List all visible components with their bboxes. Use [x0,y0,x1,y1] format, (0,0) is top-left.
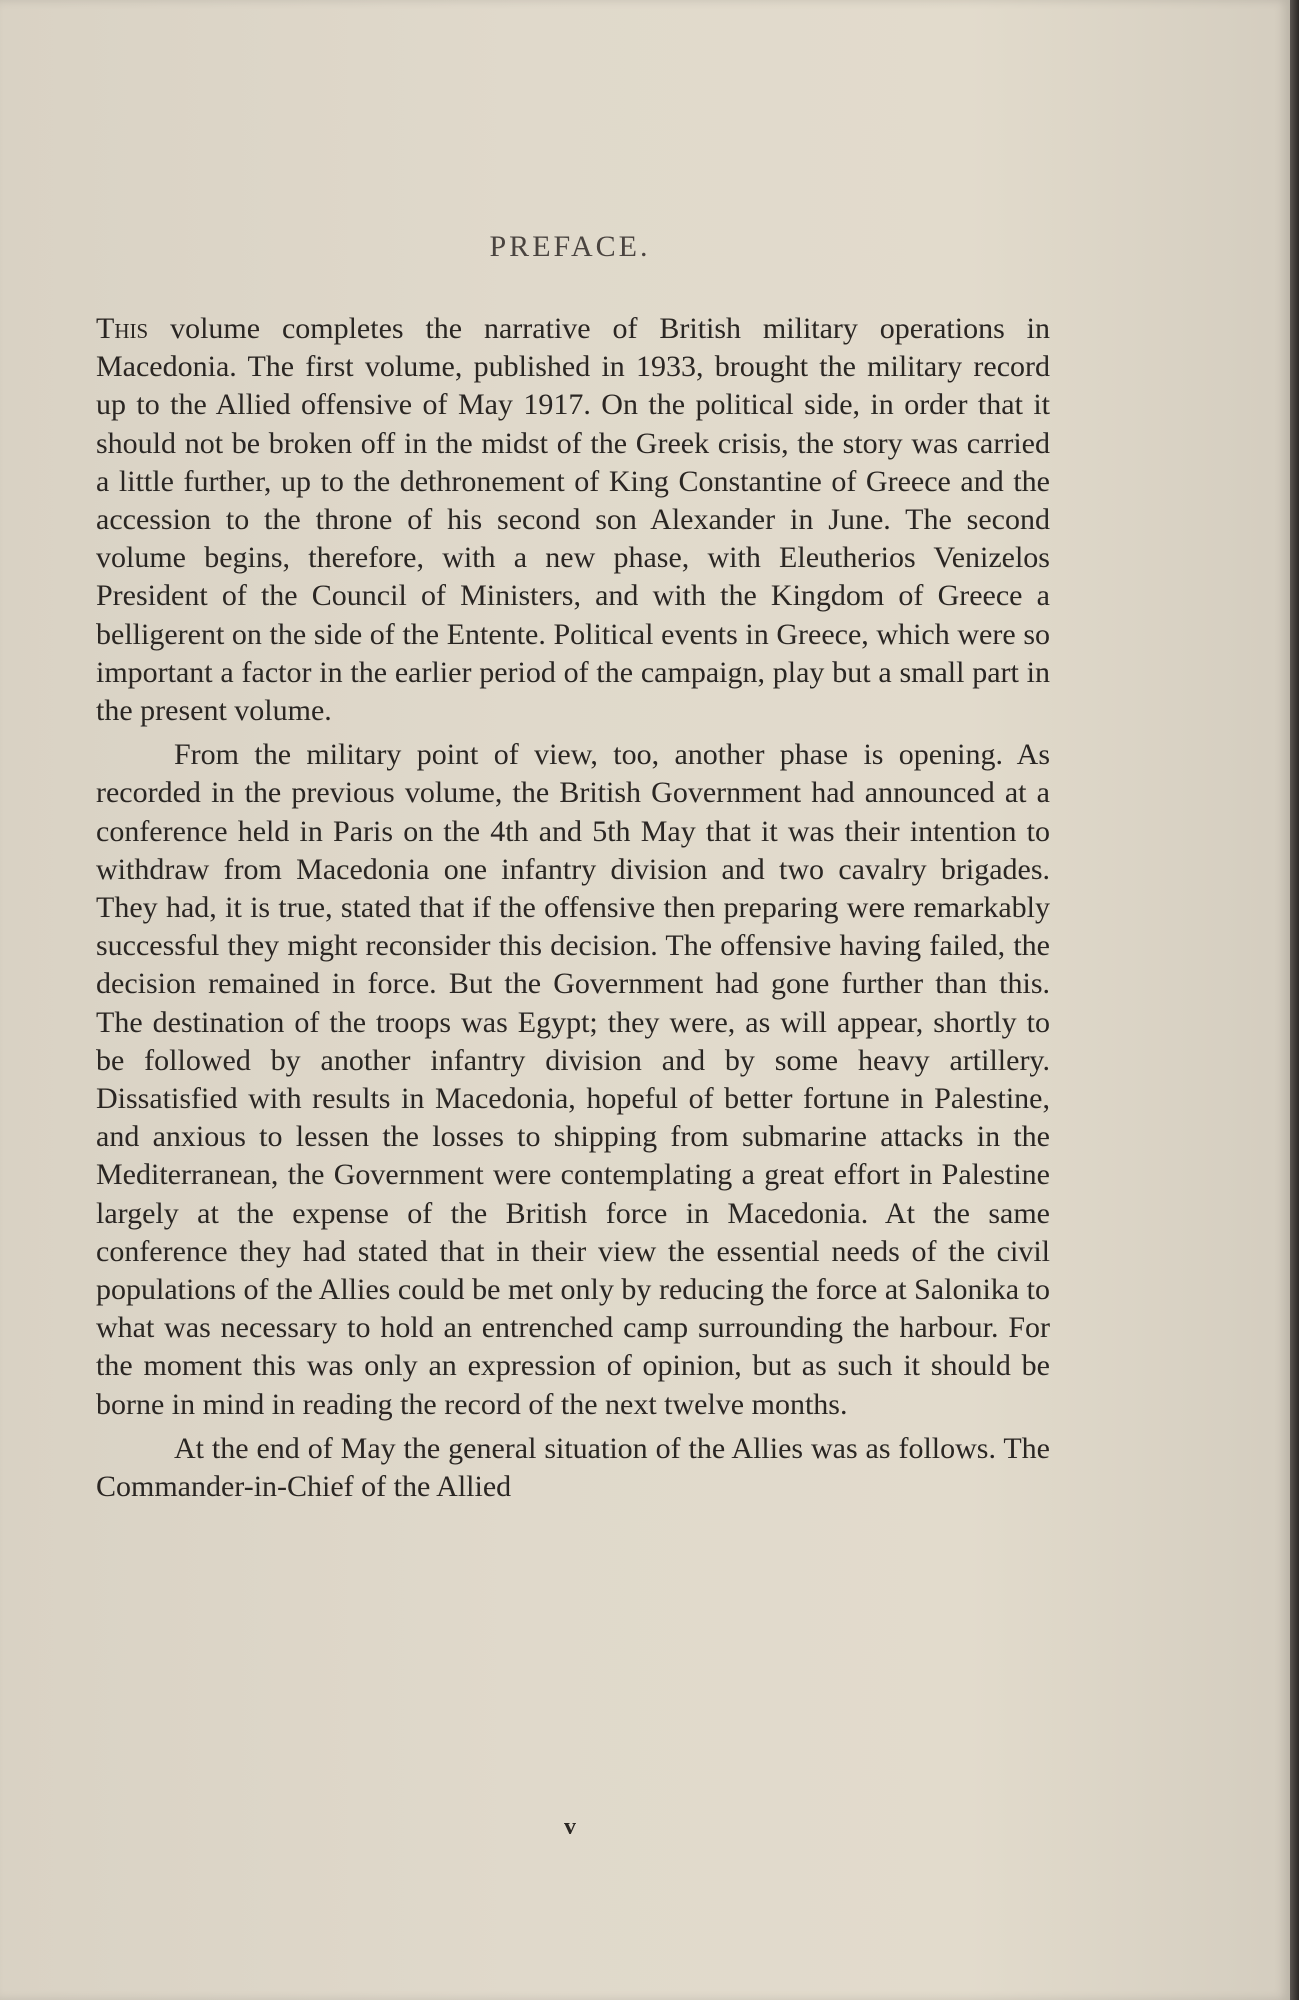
body-text [96,310,1050,1512]
page-number: v [564,1814,576,1840]
paragraph-1 [96,310,1050,730]
page-title: PREFACE. [489,230,651,263]
paragraph-2: From the military point of view, too, another phase is opening. As recorded in the previous volume, the British Government had announced at a conference held in Paris on the 4th and 5th May that it was their intention to withdraw from Macedonia one infantry division and two cavalry brigades. They had, it is true, stated that if the offensive then preparing were remarkably successful they might reconsider this decision. The offensive having failed, the decision remained in force. But the Government had gone further than this. The destination of the troops was Egypt; they were, as will appear, shortly to be followed by another infantry division and by some heavy artillery. Dissatisfied with results in Macedonia, hopeful of better fortune in Palestine, and anxious to lessen the losses to shipping from submarine attacks in the Mediterranean, the Government were contemplating a great effort in Palestine largely at the expense of the British force in Macedonia. At the same conference they had stated that in their view the essential needs of the civil populations of the Allies could be met only by reducing the force at Salonika to what was necessary to hold an entrenched camp surrounding the harbour. For the moment this was only an expression of opinion, but as such it should be borne in mind in reading the record of the next twelve months. [96,738,1050,1421]
paragraph-3: At the end of May the general situation of the Allies was as follows. The Commander-in-Chief of the Allied [96,1431,1050,1504]
page-edge [1290,0,1299,2000]
paragraph-text: volume completes the narrative of British military operations in Macedonia. The first volume, published in 1933, brought the military record up to the Allied offensive of May 1917. On the political side, in order that it should not be broken off in the midst of the Greek crisis, the story was carried a little further, up to the dethronement of King Constantine of Greece and the accession to the throne of his second son Alexander in June. The second volume begins, therefore, with a new phase, with Eleutherios Venizelos President of the Council of Ministers, and with the Kingdom of Greece a belligerent on the side of the Entente. Political events in Greece, which were so important a factor in the earlier period of the campaign, play but a small part in the present volume. [96,312,1050,728]
paragraph-lead-word: This [96,312,149,345]
